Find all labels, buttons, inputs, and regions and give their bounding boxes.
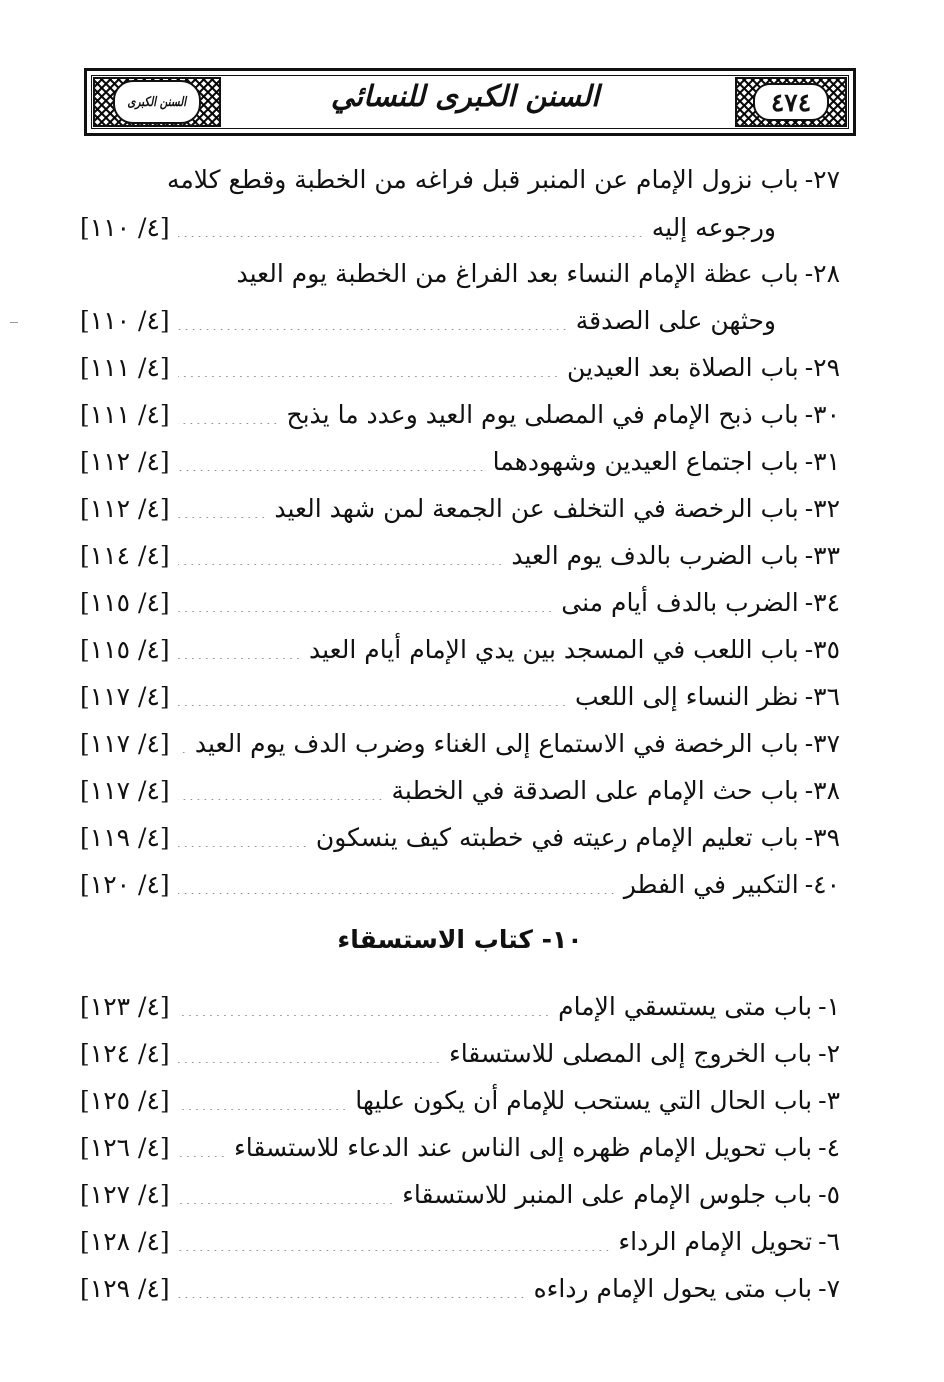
toc-entry [80, 1174, 840, 1214]
entry-reference: [٤/ ١٢٣] [80, 991, 170, 1021]
entry-title: باب عظة الإمام النساء بعد الفراغ من الخطبة يوم العيد [236, 258, 799, 288]
page-number: ٤٧٤ [753, 83, 829, 121]
entry-reference: [٤/ ١١٠] [80, 212, 170, 242]
page-header [84, 68, 856, 136]
entry-reference: [٤/ ١١٥] [80, 634, 170, 664]
entry-reference: [٤/ ١٢٩] [80, 1273, 170, 1303]
entry-number: ٢٨- [804, 258, 840, 288]
leader-dots [178, 639, 301, 659]
leader-dots [178, 827, 308, 847]
entry-title: باب اجتماع العيدين وشهودهما [492, 446, 799, 476]
leader-dots [178, 1184, 394, 1204]
leader-dots [178, 404, 279, 424]
entry-reference: [٤/ ١١٤] [80, 540, 170, 570]
entry-reference: [٤/ ١١١] [80, 399, 170, 429]
entry-title: تحويل الإمام الرداء [618, 1226, 813, 1256]
entry-reference: [٤/ ١٢٥] [80, 1085, 170, 1115]
entry-title: ورجوعه إليه [651, 212, 776, 242]
leader-dots [178, 498, 267, 518]
entry-reference: [٤/ ١١٧] [80, 775, 170, 805]
entry-title: باب الرخصة في التخلف عن الجمعة لمن شهد العيد [274, 493, 799, 523]
toc-entry [80, 159, 840, 199]
entry-title: باب متى يستسقي الإمام [558, 991, 813, 1021]
leader-dots [178, 1043, 441, 1063]
toc-entry [80, 770, 840, 810]
leader-dots [178, 1278, 526, 1298]
leader-dots [178, 874, 616, 894]
entry-number: ٣٦- [804, 681, 840, 711]
toc-entry [80, 817, 840, 857]
entry-number: ٣٩- [804, 822, 840, 852]
book-logo-text: السنن الكبرى [127, 94, 187, 110]
toc-entry [80, 1221, 840, 1261]
toc-entry [80, 394, 840, 434]
entry-number: ٣٧- [804, 728, 840, 758]
entry-title: باب الحال التي يستحب للإمام أن يكون عليها [355, 1085, 813, 1115]
header-ornament-right [735, 77, 847, 127]
toc-entry [80, 441, 840, 481]
leader-dots [178, 780, 384, 800]
leader-dots [178, 1090, 348, 1110]
toc-entry [80, 1080, 840, 1120]
leader-dots [178, 686, 567, 706]
entry-number: ٣- [818, 1085, 840, 1115]
leader-dots [178, 357, 559, 377]
entry-reference: [٤/ ١١٧] [80, 681, 170, 711]
toc-entry [80, 1268, 840, 1308]
entry-title: باب الصلاة بعد العيدين [567, 352, 799, 382]
leader-dots [178, 545, 504, 565]
toc-entry [80, 629, 840, 669]
entry-reference: [٤/ ١١١] [80, 352, 170, 382]
entry-number: ٣٤- [804, 587, 840, 617]
entry-title: نظر النساء إلى اللعب [574, 681, 799, 711]
toc-entry [80, 676, 840, 716]
toc-entry [80, 300, 840, 340]
entry-title: باب الخروج إلى المصلى للاستسقاء [448, 1038, 813, 1068]
entry-title: الضرب بالدف أيام منى [561, 587, 799, 617]
entry-reference: [٤/ ١٢٦] [80, 1132, 170, 1162]
entry-number: ٢- [818, 1038, 840, 1068]
leader-dots [178, 310, 568, 330]
toc-entry [80, 582, 840, 622]
entry-title: باب متى يحول الإمام رداءه [533, 1273, 813, 1303]
entry-number: ٥- [818, 1179, 840, 1209]
entry-number: ٣٠- [804, 399, 840, 429]
leader-dots [178, 996, 550, 1016]
toc-entry [80, 1127, 840, 1167]
entry-number: ٦- [818, 1226, 840, 1256]
toc-entry [80, 207, 840, 247]
entry-number: ٧- [818, 1273, 840, 1303]
toc-entry [80, 1033, 840, 1073]
entry-number: ٣٣- [804, 540, 840, 570]
toc-entry [80, 723, 840, 763]
entry-reference: [٤/ ١٢٧] [80, 1179, 170, 1209]
leader-dots [178, 592, 554, 612]
margin-mark [10, 322, 18, 323]
toc-entry [80, 253, 840, 293]
entry-title: باب جلوس الإمام على المنبر للاستسقاء [402, 1179, 813, 1209]
header-ornament-left [93, 77, 221, 127]
entry-reference: [٤/ ١١٧] [80, 728, 170, 758]
entry-number: ٣١- [804, 446, 840, 476]
entry-number: ٤- [818, 1132, 840, 1162]
toc-entry [80, 347, 840, 387]
entry-number: ٣٨- [804, 775, 840, 805]
entry-title: باب ذبح الإمام في المصلى يوم العيد وعدد ما يذبح [286, 399, 799, 429]
entry-title: باب اللعب في المسجد بين يدي الإمام أيام العيد [309, 634, 799, 664]
entry-title: وحثهن على الصدقة [575, 305, 776, 335]
entry-title: باب حث الإمام على الصدقة في الخطبة [391, 775, 799, 805]
entry-reference: [٤/ ١٢٨] [80, 1226, 170, 1256]
section-heading: ١٠- كتاب الاستسقاء [337, 925, 583, 954]
entry-number: ١- [818, 991, 840, 1021]
toc-entry [80, 488, 840, 528]
entry-title: باب نزول الإمام عن المنبر قبل فراغه من الخطبة وقطع كلامه [166, 164, 799, 194]
entry-reference: [٤/ ١٢٠] [80, 869, 170, 899]
running-book-title: السنن الكبرى للنسائي [330, 79, 600, 113]
entry-reference: [٤/ ١١٢] [80, 446, 170, 476]
leader-dots [178, 451, 485, 471]
leader-dots [178, 1231, 611, 1251]
entry-reference: [٤/ ١٢٤] [80, 1038, 170, 1068]
entry-title: باب تحويل الإمام ظهره إلى الناس عند الدعاء للاستسقاء [233, 1132, 813, 1162]
entry-number: ٢٩- [804, 352, 840, 382]
entry-title: باب تعليم الإمام رعيته في خطبته كيف ينسكون [315, 822, 799, 852]
entry-number: ٣٥- [804, 634, 840, 664]
book-logo-medallion [113, 80, 201, 124]
leader-dots [178, 217, 644, 237]
toc-entry [80, 986, 840, 1026]
entry-number: ٣٢- [804, 493, 840, 523]
entry-reference: [٤/ ١١٩] [80, 822, 170, 852]
entry-title: التكبير في الفطر [623, 869, 799, 899]
leader-dots [178, 733, 187, 753]
entry-title: باب الرخصة في الاستماع إلى الغناء وضرب الدف يوم العيد [194, 728, 799, 758]
entry-reference: [٤/ ١١٢] [80, 493, 170, 523]
entry-reference: [٤/ ١١٠] [80, 305, 170, 335]
entry-title: باب الضرب بالدف يوم العيد [511, 540, 799, 570]
entry-number: ٤٠- [804, 869, 840, 899]
toc-entry [80, 535, 840, 575]
entry-reference: [٤/ ١١٥] [80, 587, 170, 617]
toc-entry [80, 864, 840, 904]
entry-number: ٢٧- [804, 164, 840, 194]
leader-dots [178, 1137, 226, 1157]
